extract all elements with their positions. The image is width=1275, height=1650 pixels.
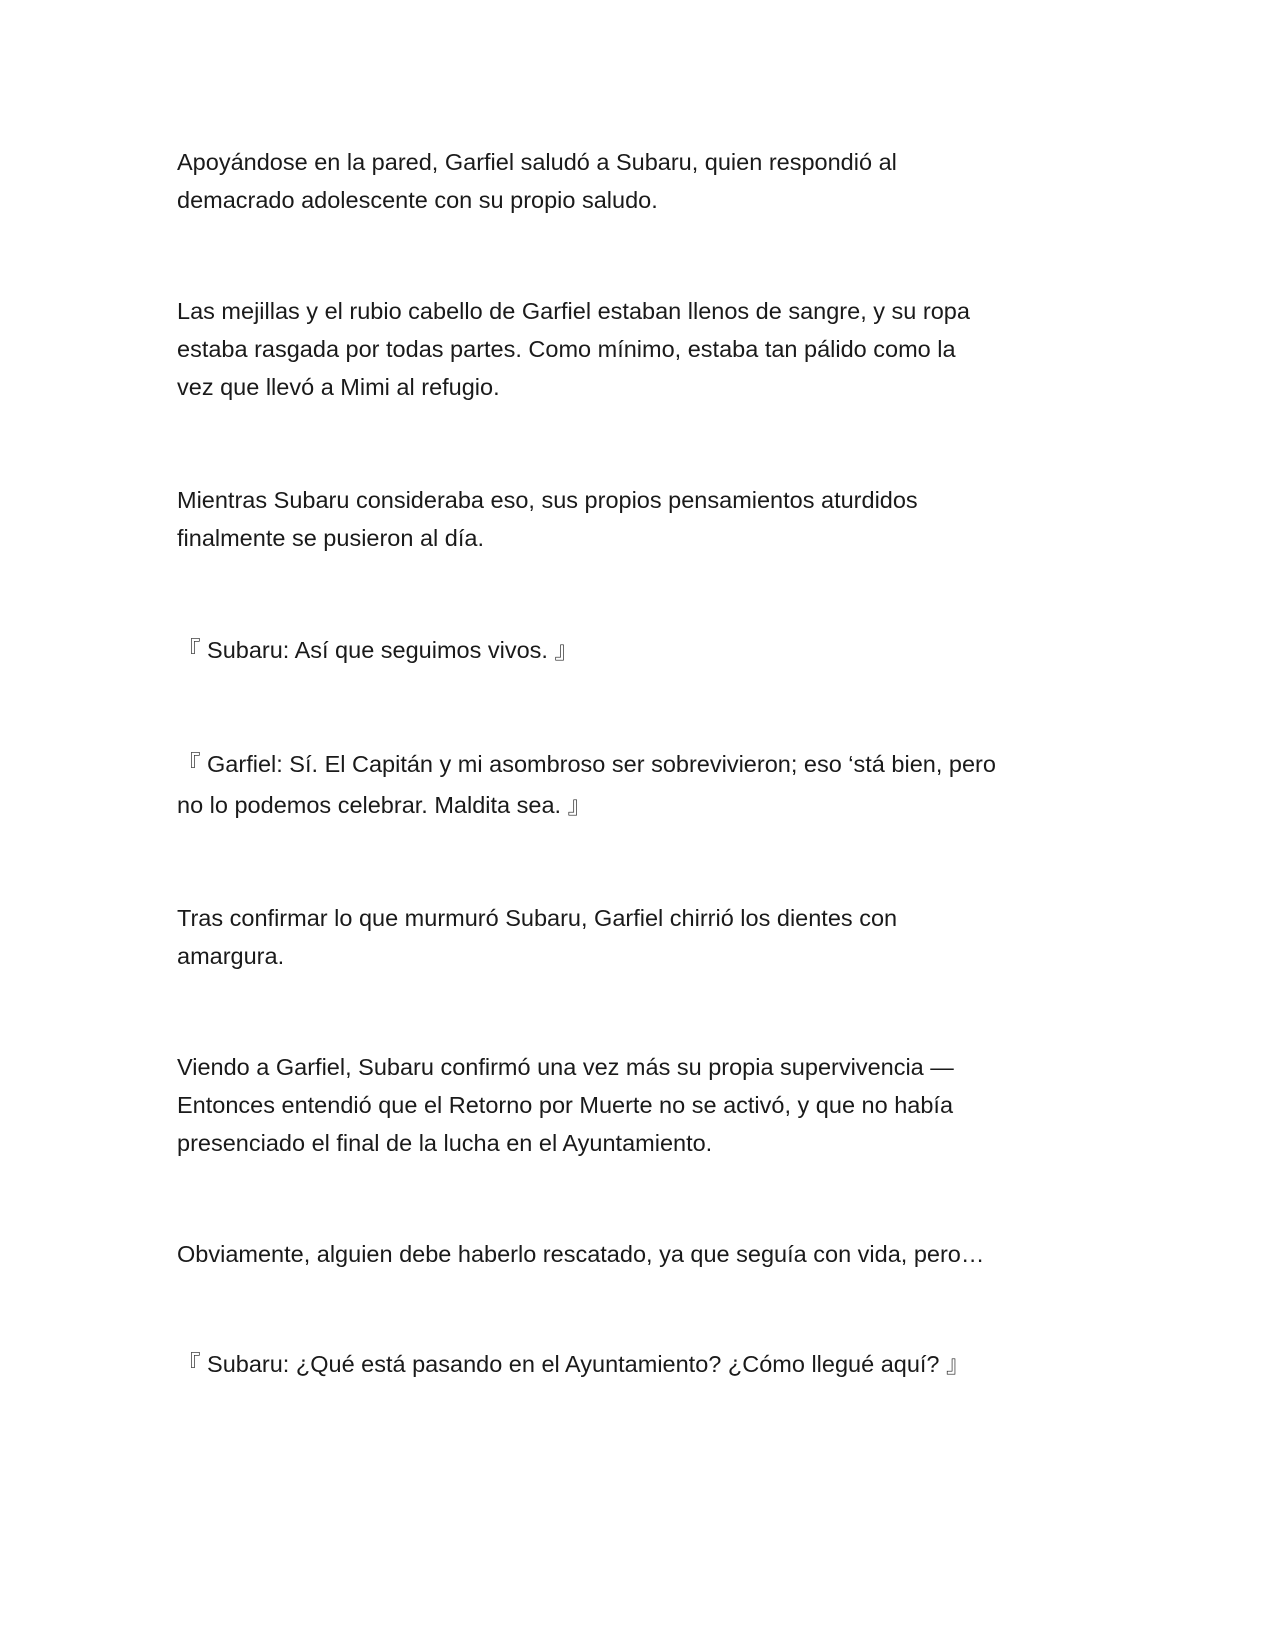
text-line: Entonces entendió que el Retorno por Muerte no se activó, y que no había [177, 1092, 954, 1118]
text-line: 『 Garfiel: Sí. El Capitán y mi asombroso ser sobrevivieron; eso ‘stá bien, pero [177, 751, 996, 777]
text-line: estaba rasgada por todas partes. Como mínimo, estaba tan pálido como la [177, 336, 956, 362]
text-line: presenciado el final de la lucha en el Ayuntamiento. [177, 1130, 713, 1156]
narration-paragraph [177, 292, 1107, 406]
text-line: 『 Subaru: ¿Qué está pasando en el Ayuntamiento? ¿Cómo llegué aquí? 』 [177, 1351, 970, 1377]
dialogue-line [177, 1344, 1107, 1385]
text-line: no lo podemos celebrar. Maldita sea. 』 [177, 792, 592, 818]
text-line: Tras confirmar lo que murmuró Subaru, Garfiel chirrió los dientes con [177, 905, 898, 931]
narration-paragraph [177, 481, 1107, 557]
narration-paragraph [177, 1235, 1107, 1273]
narration-paragraph [177, 1048, 1107, 1162]
dialogue-line [177, 630, 1107, 671]
text-line: demacrado adolescente con su propio saludo. [177, 187, 658, 213]
text-line: amargura. [177, 943, 285, 969]
text-line: 『 Subaru: Así que seguimos vivos. 』 [177, 637, 578, 663]
narration-paragraph [177, 143, 1107, 219]
text-line: Apoyándose en la pared, Garfiel saludó a Subaru, quien respondió al [177, 149, 897, 175]
narration-paragraph [177, 899, 1107, 975]
text-line: Las mejillas y el rubio cabello de Garfiel estaban llenos de sangre, y su ropa [177, 298, 970, 324]
text-line: Mientras Subaru consideraba eso, sus propios pensamientos aturdidos [177, 487, 918, 513]
text-line: finalmente se pusieron al día. [177, 525, 484, 551]
text-line: vez que llevó a Mimi al refugio. [177, 374, 500, 400]
dialogue-line [177, 744, 1107, 826]
text-line: Viendo a Garfiel, Subaru confirmó una vez más su propia supervivencia — [177, 1054, 954, 1080]
text-line: Obviamente, alguien debe haberlo rescatado, ya que seguía con vida, pero… [177, 1241, 985, 1267]
